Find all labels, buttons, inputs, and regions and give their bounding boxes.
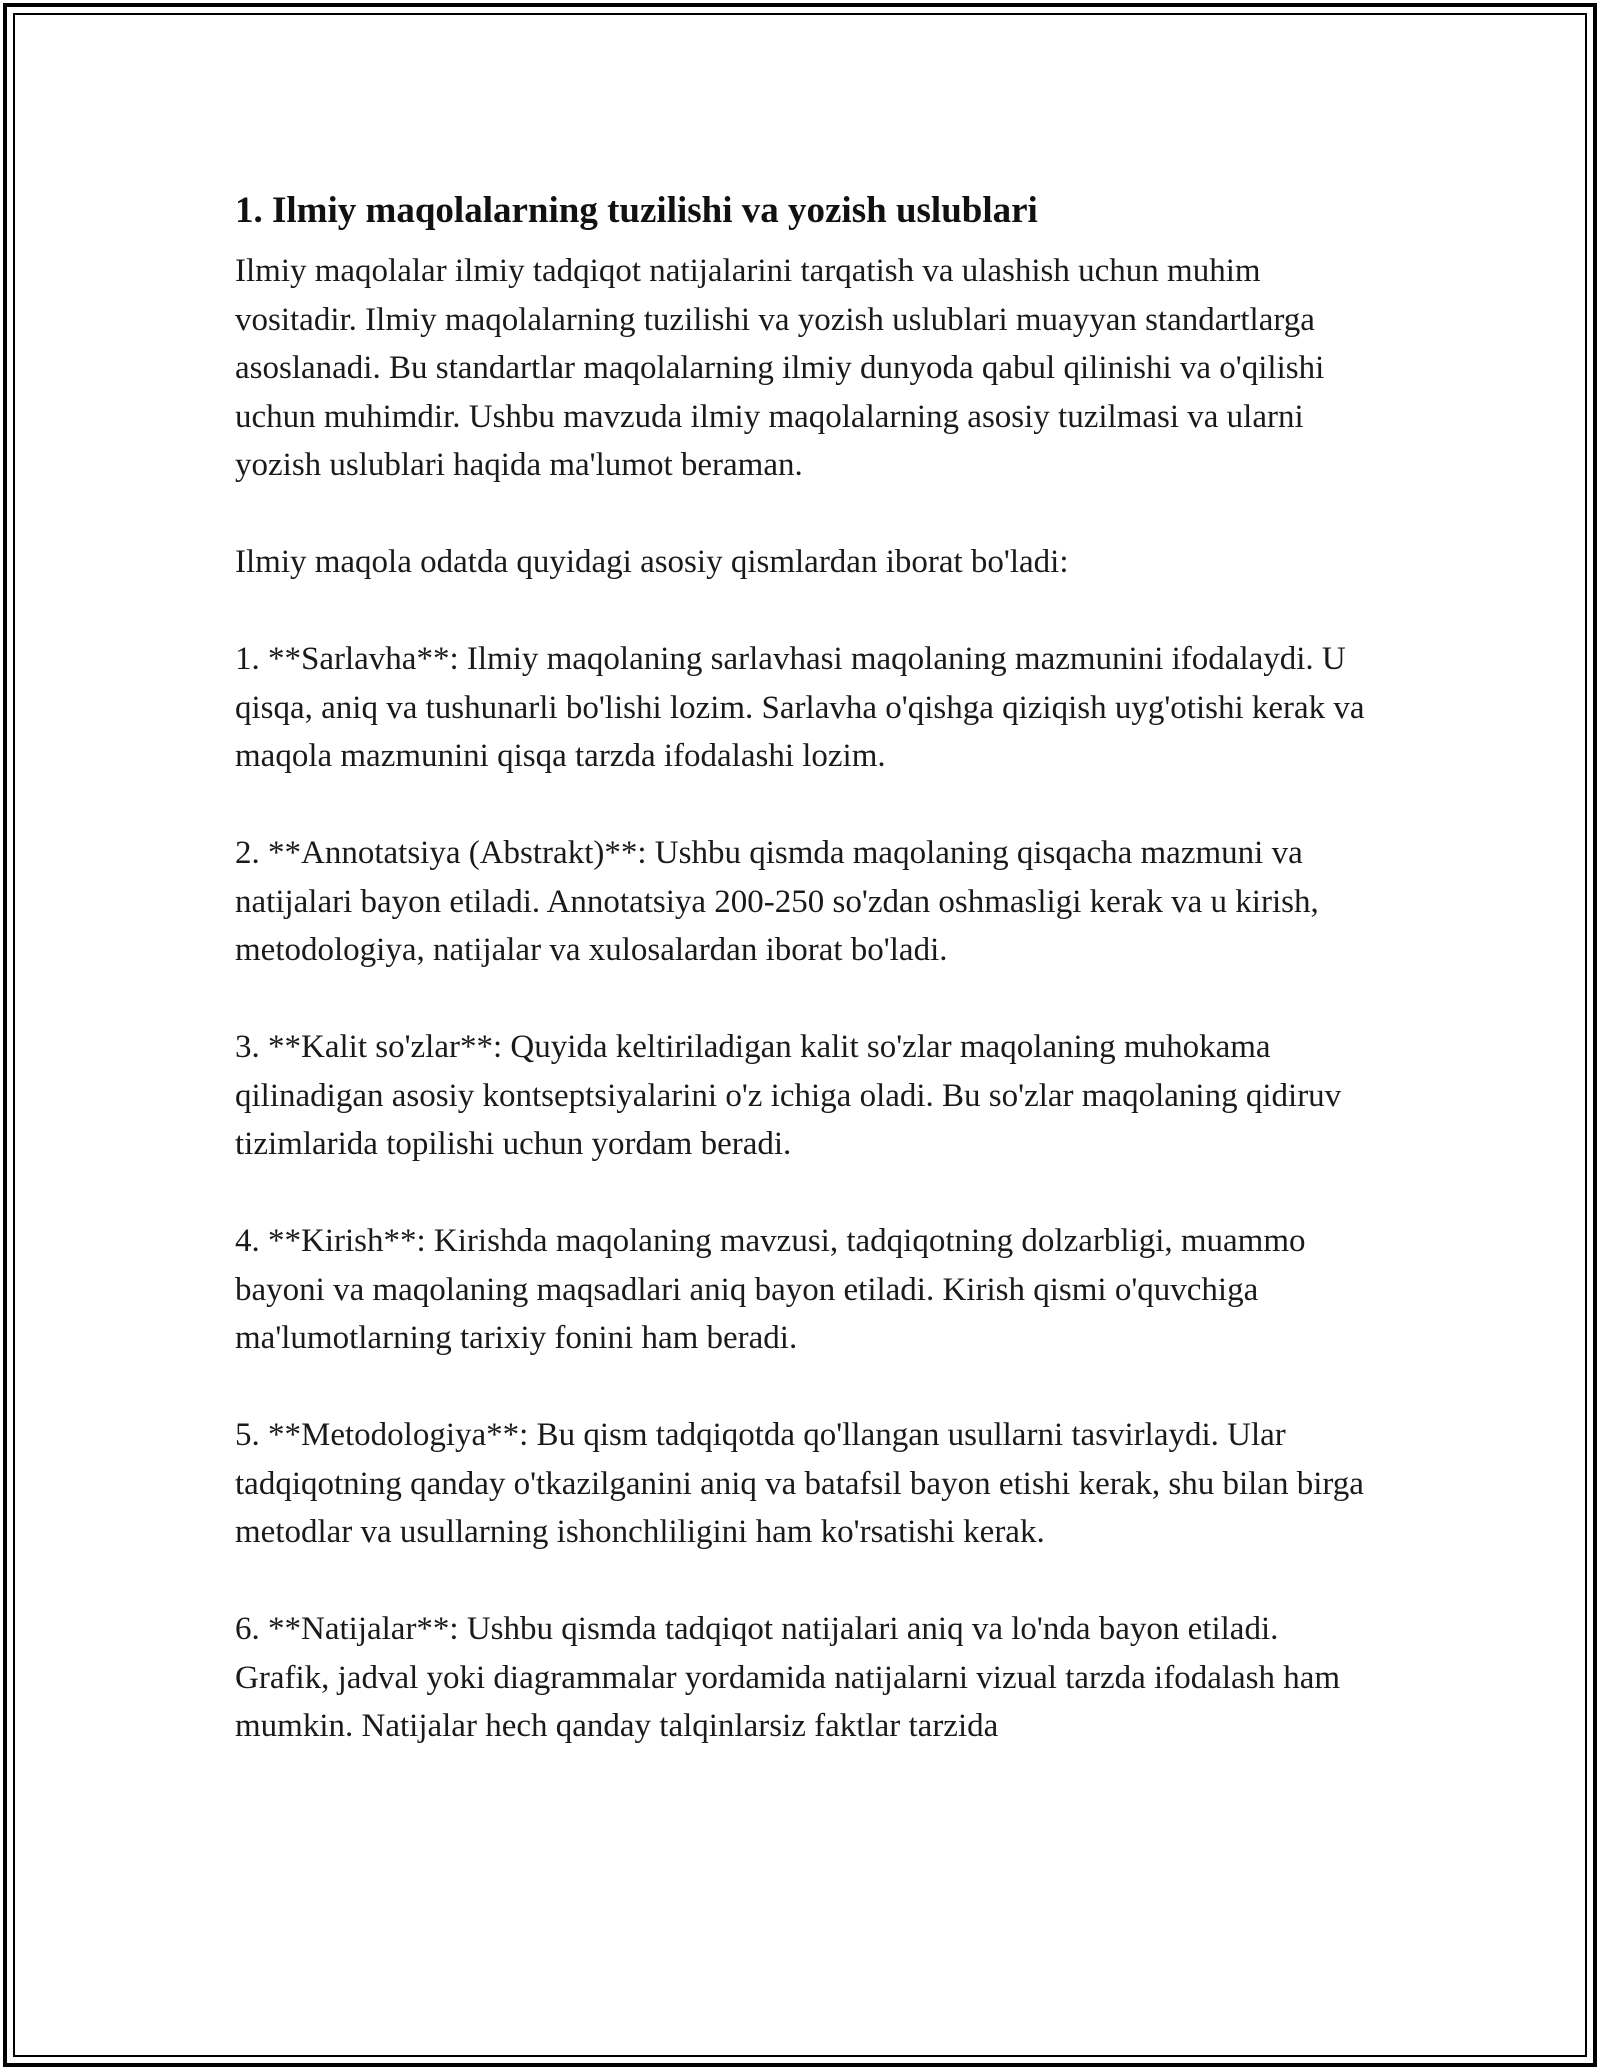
list-item-kalit-sozlar: 3. **Kalit so'zlar**: Quyida keltiriladigan kalit so'zlar maqolaning muhokama qilinadigan asosiy kontseptsiyalarini o'z ichiga oladi. Bu so'zlar maqolaning qidiruv tizimlarida topilishi uchun yordam beradi. — [235, 1029, 1342, 1162]
list-item-kirish: 4. **Kirish**: Kirishda maqolaning mavzusi, tadqiqotning dolzarbligi, muammo bayoni va maqolaning maqsadlari aniq bayon etiladi. Kirish qismi o'quvchiga ma'lumotlarning tarixiy fonini ham beradi. — [235, 1223, 1306, 1356]
list-item-annotatsiya: 2. **Annotatsiya (Abstrakt)**: Ushbu qismda maqolaning qisqacha mazmuni va natijalari bayon etiladi. Annotatsiya 200-250 so'zdan oshmasligi kerak va u kirish, metodologiya, natijalar va xulosalardan iborat bo'ladi. — [235, 835, 1319, 968]
document-body — [235, 185, 1365, 1799]
paragraph-parts-lead: Ilmiy maqola odatda quyidagi asosiy qismlardan iborat bo'ladi: — [235, 544, 1069, 580]
document-title: 1. Ilmiy maqolalarning tuzilishi va yozish uslublari — [235, 190, 1038, 231]
list-item-natijalar: 6. **Natijalar**: Ushbu qismda tadqiqot natijalari aniq va lo'nda bayon etiladi. Grafik, jadval yoki diagrammalar yordamida natijalarni vizual tarzda ifodalash ham mumkin. Natijalar hech qanday talqinlarsiz faktlar tarzida — [235, 1611, 1341, 1744]
list-item-metodologiya: 5. **Metodologiya**: Bu qism tadqiqotda qo'llangan usullarni tasvirlaydi. Ular tadqiqotning qanday o'tkazilganini aniq va batafsil bayon etishi kerak, shu bilan birga metodlar va usullarning ishonchliligini ham ko'rsatishi kerak. — [235, 1417, 1364, 1550]
paragraph-intro: Ilmiy maqolalar ilmiy tadqiqot natijalarini tarqatish va ulashish uchun muhim vositadir. Ilmiy maqolalarning tuzilishi va yozish uslublari muayyan standartlarga asoslanadi. Bu standartlar maqolalarning ilmiy dunyoda qabul qilinishi va o'qilishi uchun muhimdir. Ushbu mavzuda ilmiy maqolalarning asosiy tuzilmasi va ularni yozish uslublari haqida ma'lumot beraman. — [235, 253, 1325, 483]
list-item-sarlavha: 1. **Sarlavha**: Ilmiy maqolaning sarlavhasi maqolaning mazmunini ifodalaydi. U qisqa, aniq va tushunarli bo'lishi lozim. Sarlavha o'qishga qiziqish uyg'otishi kerak va maqola mazmunini qisqa tarzda ifodalashi lozim. — [235, 641, 1365, 774]
